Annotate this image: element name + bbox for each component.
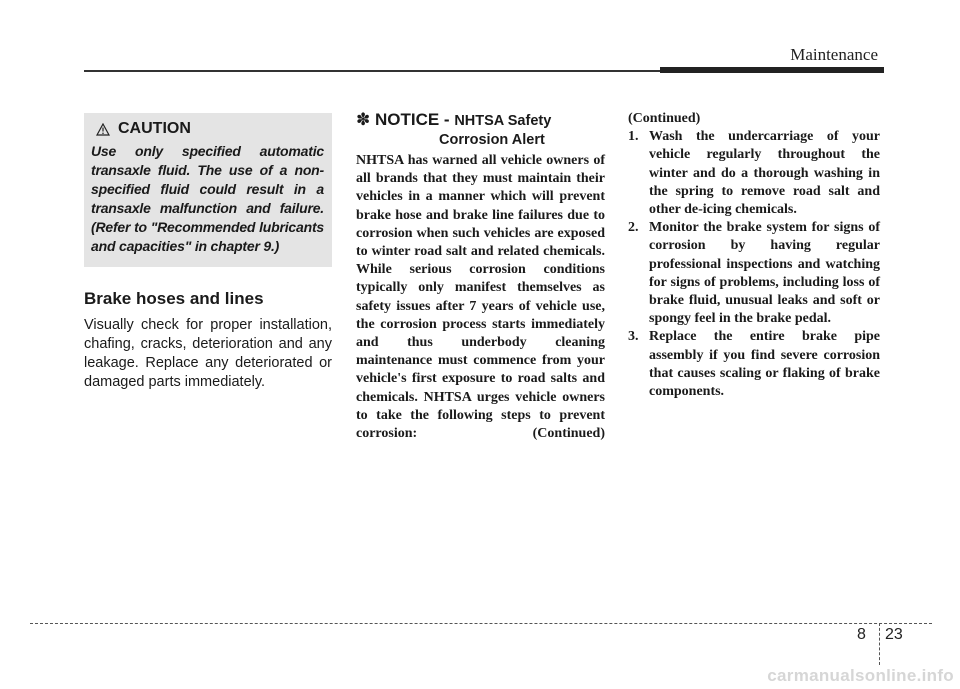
list-item: 2. Monitor the brake system for signs of corrosion by having regular professional inspections and watching for signs of problems, including loss of brake fluid, unusual leaks and soft or spongy feel in the brake pedal. [628,220,880,327]
continued-label: (Continued) [628,111,701,126]
notice-title-line2: Corrosion Alert [439,132,545,148]
notice-symbol: ✽ [356,110,371,129]
caution-box [84,113,332,267]
section-title: Maintenance [790,45,878,64]
brake-hoses-heading: Brake hoses and lines [84,289,264,308]
notice-title-line1: NHTSA Safety [454,113,552,129]
header-rule-accent [660,67,884,73]
notice-continued: (Continued) [532,426,605,441]
chapter-number: 8 [857,626,866,643]
corrosion-steps-list [628,128,880,401]
caution-title: CAUTION [118,120,191,137]
brake-hoses-text: Visually check for proper installation, chafing, cracks, deterioration and any leakage. Replace any deteriorated or damaged parts immediately. [84,317,332,390]
footer-divider [879,623,880,665]
caution-header [91,118,324,140]
watermark: carmanualsonline.info [767,666,954,685]
warning-triangle-icon [96,123,110,136]
notice-label: NOTICE - [374,110,455,129]
list-item: 1. Wash the undercarriage of your vehicle regularly throughout the winter and do a thorough washing in the spring to remove road salt and other de-icing chemicals. [628,129,880,218]
notice-body: NHTSA has warned all vehicle owners of all brands that they must maintain their vehicles in a manner which will prevent brake hose and brake line failures due to corrosion when such vehicles are exposed to winter road salt and related chemicals. While serious corrosion conditions typically only manifest themselves as safety issues after 7 years of vehicle use, the corrosion process starts immediately and thus underbody cleaning maintenance must commence from your vehicle's first exposure to road salts and chemicals. NHTSA urges vehicle owners to take the following steps to prevent corrosion: [356,153,605,442]
page-number: 23 [885,626,903,643]
footer-rule [30,623,932,624]
notice-header [356,110,606,149]
column-three [628,110,880,401]
list-item: 3. Replace the entire brake pipe assembly if you find severe corrosion that causes scaling or flaking of brake components. [628,329,880,400]
caution-text: Use only specified automatic transaxle fluid. The use of a non-specified fluid could result in a transaxle malfunction and failure. (Refer to "Recommended lubricants and capacities" in chapter 9.) [91,143,324,254]
